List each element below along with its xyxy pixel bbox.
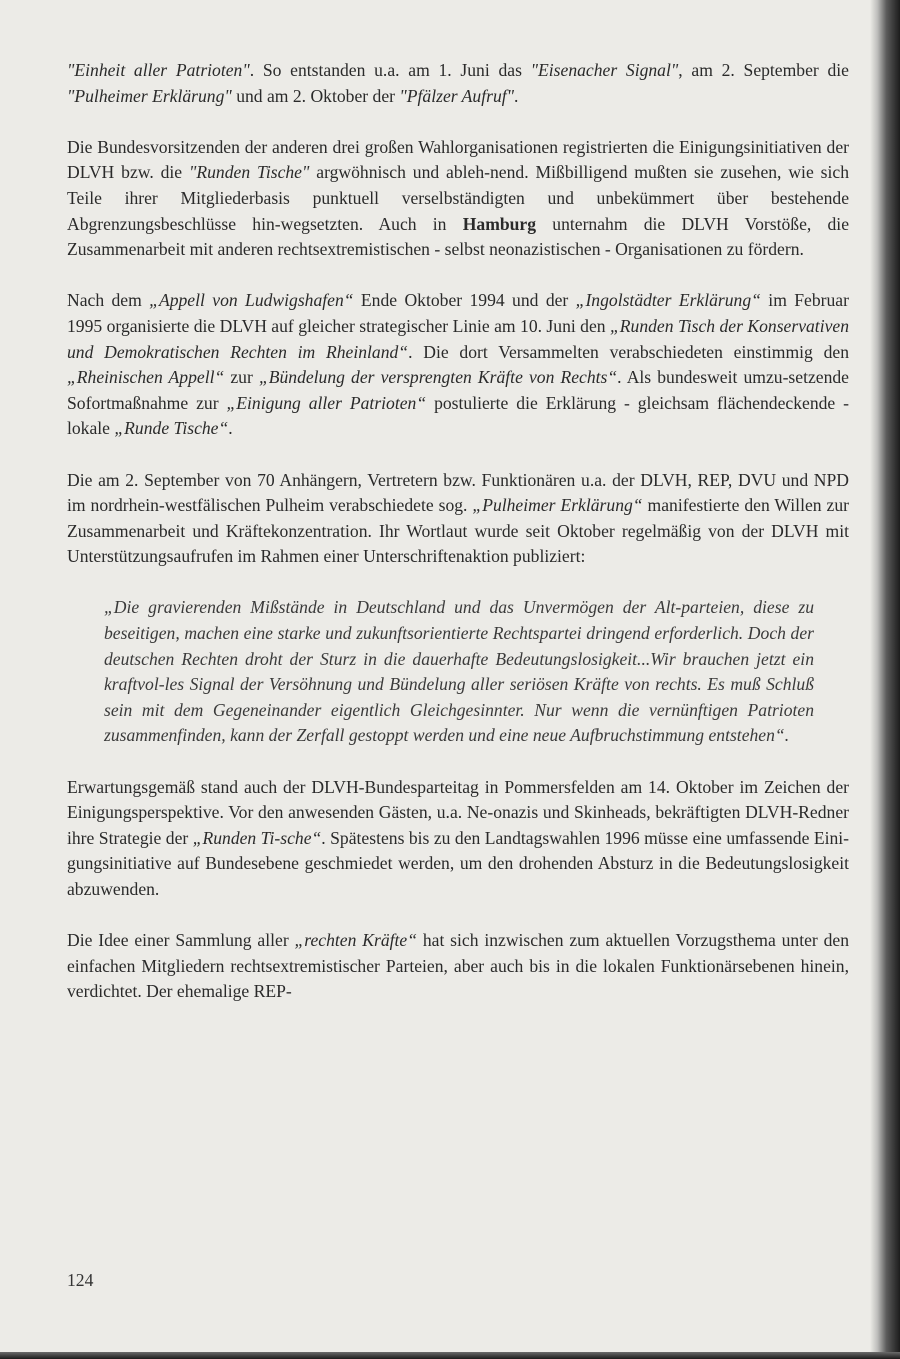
paragraph: Nach dem „Appell von Ludwigshafen“ Ende Oktober 1994 und der „Ingolstädter Erklärung“ im Februar 1995 organisierte die DLVH auf gleicher strategischer Linie am 10. Juni den „Runden Tisch der Konservativen und Demokratischen Rechten im Rheinland“. Die dort Versammelten verabschiedeten einstimmig den „Rheinischen Appell“ zur „Bündelung der versprengten Kräfte von Rechts“. Als bundesweit umzu-setzende Sofortmaßnahme zur „Einigung aller Patrioten“ postulierte die Erklärung - gleichsam flächendeckende - lokale „Runde Tische“. [67,290,850,439]
book-spine-shadow [870,0,900,1359]
paragraph: Die Idee einer Sammlung aller „rechten Kräfte“ hat sich inzwischen zum aktuellen Vorzugsthema unter den einfachen Mitgliedern rechtsextremistischer Parteien, aber auch bis in die lokalen Funktionärsebenen hinein, verdichtet. Der ehemalige REP- [67,930,849,1002]
paragraph: Erwartungsgemäß stand auch der DLVH-Bundesparteitag in Pommersfelden am 14. Oktober im Zeichen der Einigungsperspektive. Vor den anwesenden Gästen, u.a. Ne-onazis und Skinheads, bekräftigten DLVH-Redner ihre Strategie der „Runden Ti-sche“. Spätestens bis zu den Landtagswahlen 1996 müsse eine umfassende Eini-gungsinitiative auf Bundesebene geschmiedet werden, um den drohenden Absturz in die Bedeutungslosigkeit abzuwenden. [67,776,850,899]
paragraph: Die am 2. September von 70 Anhängern, Vertretern bzw. Funktionären u.a. der DLVH, REP, DVU und NPD im nordrhein-westfälischen Pulheim verabschiedete sog. „Pulheimer Erklärung“ manifestierte den Willen zur Zusammenarbeit und Kräftekonzentration. Ihr Wortlaut wurde seit Oktober regelmäßig von der DLVH mit Unterstützungsaufrufen im Rahmen einer Unterschriftenaktion publiziert: [67,469,849,567]
page-number: 124 [67,1270,94,1290]
paragraph: Die Bundesvorsitzenden der anderen drei großen Wahlorganisationen registrierten die Einigungsinitiativen der DLVH bzw. die "Runden Tische" argwöhnisch und ableh-nend. Mißbilligend mußten sie zusehen, wie sich Teile ihrer Mitgliederbasis punktuell verselbständigten und unbekümmert über bestehende Abgrenzungsbeschlüsse hin-wegsetzten. Auch in Hamburg unternahm die DLVH Vorstöße, die Zusammenarbeit mit anderen rechtsextremistischen - selbst neonazistischen - Organisationen zu fördern. [67,136,849,260]
block-quote: „Die gravierenden Mißstände in Deutschland und das Unvermögen der Alt-parteien, diese zu beseitigen, machen eine starke und zukunftsorientierte Rechtspartei dringend erforderlich. Doch der deutschen Rechten droht der Sturz in die dauerhafte Bedeutungslosigkeit...Wir brauchen jetzt ein kraftvol-les Signal der Versöhnung und Bündelung aller seriösen Kräfte von rechts. Es muß Schluß sein mit dem Gegeneinander eigentlich Gleichgesinnter. Nur wenn die vernünftigen Patrioten zusammenfinden, kann der Zerfall gestoppt werden und eine neue Aufbruchstimmung entstehen“. [104,597,814,746]
page-bottom-edge [0,1352,900,1359]
paragraph: "Einheit aller Patrioten". So entstanden u.a. am 1. Juni das "Eisenacher Signal", am 2. September die "Pulheimer Erklärung" und am 2. Oktober der "Pfälzer Aufruf". [67,60,849,106]
body-text [67,58,849,1005]
